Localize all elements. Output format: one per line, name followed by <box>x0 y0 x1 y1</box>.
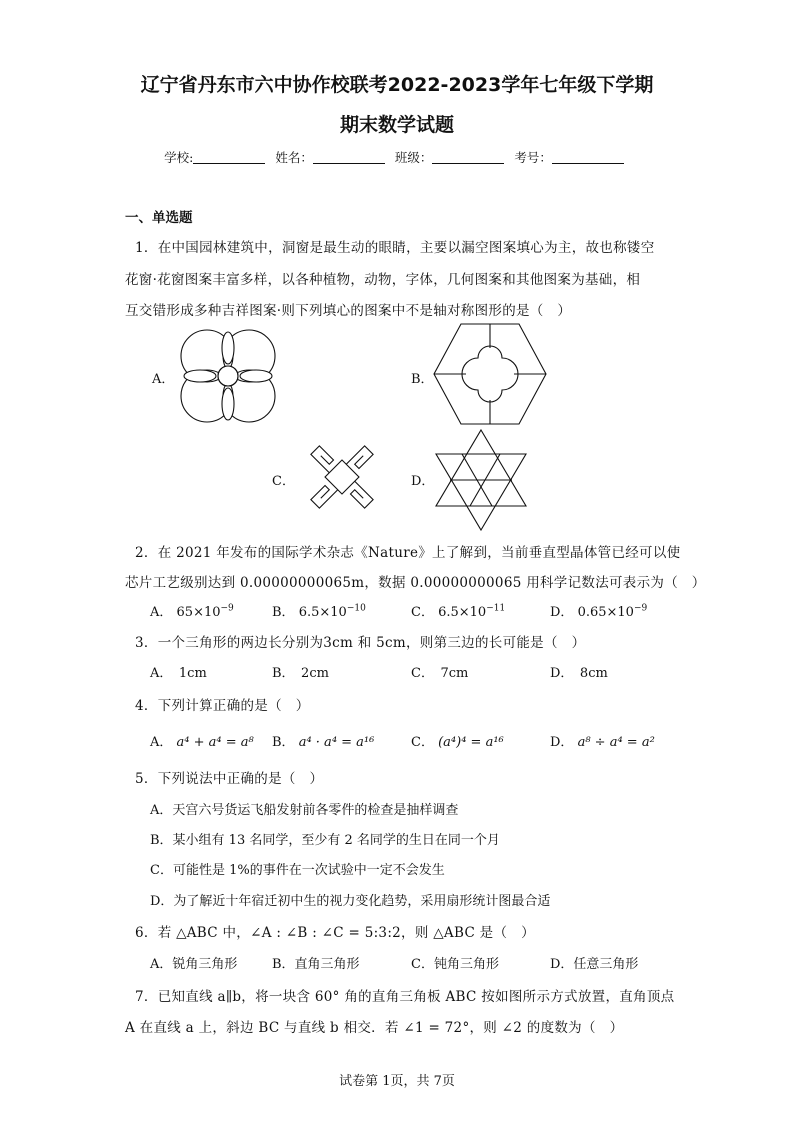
q1-option-c-label: C． <box>272 474 295 489</box>
q4-option-b-label: B． <box>272 735 295 750</box>
name-label: 姓名： <box>275 150 313 165</box>
q6-option-b: B．直角三角形 <box>272 957 360 972</box>
q5-option-c: C．可能性是 1%的事件在一次试验中一定不会发生 <box>150 863 445 878</box>
exam-number-blank[interactable] <box>552 150 624 164</box>
q3-option-c: C． 7cm <box>411 666 469 681</box>
student-info-fields <box>0 148 794 166</box>
q5-option-b: B．某小组有 13 名同学，至少有 2 名同学的生日在同一个月 <box>150 833 500 848</box>
q6-option-c: C．钝角三角形 <box>411 957 499 972</box>
page-footer: 试卷第 1页，共 7页 <box>339 1074 455 1089</box>
q2-option-a <box>150 601 234 620</box>
q1-option-d-label: D． <box>411 474 435 489</box>
q4-option-d-label: D． <box>550 735 574 750</box>
q2-option-c-base: 6.5×10 <box>438 605 487 620</box>
q2-option-d <box>550 601 647 620</box>
q2-option-d-label: D． <box>550 605 574 620</box>
section-heading: 一、单选题 <box>125 210 193 226</box>
q2-option-a-exponent: −9 <box>220 603 234 614</box>
q5-text: 5．下列说法中正确的是（ ） <box>135 771 324 787</box>
q2-option-c-label: C． <box>411 605 434 620</box>
q4-text: 4．下列计算正确的是（ ） <box>135 698 310 714</box>
q2-option-c <box>411 601 505 620</box>
q3-option-a: A． 1cm <box>150 666 207 681</box>
q2-option-b-label: B． <box>272 605 295 620</box>
q4-option-b-expr: a⁴ · a⁴ = a¹⁶ <box>298 735 375 750</box>
q1-text-line3: 互交错形成多种吉祥图案·则下列填心的图案中不是轴对称图形的是（ ） <box>125 303 572 319</box>
q5-option-a: A．天宫六号货运飞船发射前各零件的检查是抽样调查 <box>150 803 459 818</box>
q3-text: 3．一个三角形的两边长分别为3cm 和 5cm，则第三边的长可能是（ ） <box>135 635 586 651</box>
q2-option-a-label: A． <box>150 605 173 620</box>
class-blank[interactable] <box>432 150 504 164</box>
q1-text-line2: 花窗·花窗图案丰富多样，以各种植物，动物，字体，几何图案和其他图案为基础，相 <box>125 272 641 288</box>
page-subtitle: 期末数学试题 <box>339 114 454 136</box>
school-label: 学校: <box>164 150 194 165</box>
q4-option-d-expr: a⁸ ÷ a⁴ = a² <box>577 735 655 750</box>
q2-option-c-exponent: −11 <box>486 603 506 614</box>
q5-option-d: D．为了解近十年宿迁初中生的视力变化趋势，采用扇形统计图最合适 <box>150 894 551 909</box>
q6-option-d: D．任意三角形 <box>550 957 639 972</box>
q2-text-line1: 2．在 2021 年发布的国际学术杂志《Nature》上了解到，当前垂直型晶体管已经可以使 <box>135 545 681 561</box>
q1-option-a-label: A． <box>152 372 175 387</box>
q2-text-line2: 芯片工艺级别达到 0.00000000065m，数据 0.00000000065 用科学记数法可表示为（ ） <box>125 575 706 591</box>
q3-option-d: D． 8cm <box>550 666 608 681</box>
q1-figure-a <box>172 326 284 426</box>
q7-text-line2: A 在直线 a 上，斜边 BC 与直线 b 相交．若 ∠1 = 72°，则 ∠2 的度数为（ ） <box>125 1020 624 1036</box>
q6-option-a: A．锐角三角形 <box>150 957 238 972</box>
school-blank[interactable] <box>193 150 265 164</box>
q2-option-b-exponent: −10 <box>346 603 366 614</box>
q2-option-b <box>272 601 366 620</box>
q4-option-c <box>411 731 504 750</box>
q2-option-d-base: 0.65×10 <box>577 605 634 620</box>
class-label: 班级： <box>394 150 433 165</box>
exam-number-label: 考号： <box>514 150 552 165</box>
q4-option-c-label: C． <box>411 735 434 750</box>
q1-option-b-label: B． <box>411 372 434 387</box>
q1-figure-d <box>430 428 532 532</box>
q4-option-c-expr: (a⁴)⁴ = a¹⁶ <box>438 735 504 750</box>
q4-option-a-expr: a⁴ + a⁴ = a⁸ <box>176 735 254 750</box>
q1-figure-b <box>432 322 548 426</box>
name-blank[interactable] <box>313 150 385 164</box>
q2-option-a-base: 65×10 <box>176 605 221 620</box>
q1-text-line1: 1．在中国园林建筑中，洞窗是最生动的眼睛，主要以漏空图案填心为主，故也称镂空 <box>135 240 655 256</box>
q2-option-b-base: 6.5×10 <box>298 605 347 620</box>
q2-option-d-exponent: −9 <box>633 603 648 614</box>
page-title: 辽宁省丹东市六中协作校联考2022-2023学年七年级下学期 <box>140 74 654 96</box>
q4-option-b <box>272 731 374 750</box>
q4-option-a-label: A． <box>150 735 173 750</box>
q4-option-a <box>150 731 254 750</box>
q1-figure-c <box>293 428 391 526</box>
q7-text-line1: 7．已知直线 a∥b，将一块含 60° 角的直角三角板 ABC 按如图所示方式放置，直角顶点 <box>135 989 675 1005</box>
q6-text: 6．若 △ABC 中，∠A : ∠B : ∠C = 5:3:2，则 △ABC 是（ ） <box>135 925 535 941</box>
q4-option-d <box>550 731 655 750</box>
q3-option-b: B． 2cm <box>272 666 329 681</box>
